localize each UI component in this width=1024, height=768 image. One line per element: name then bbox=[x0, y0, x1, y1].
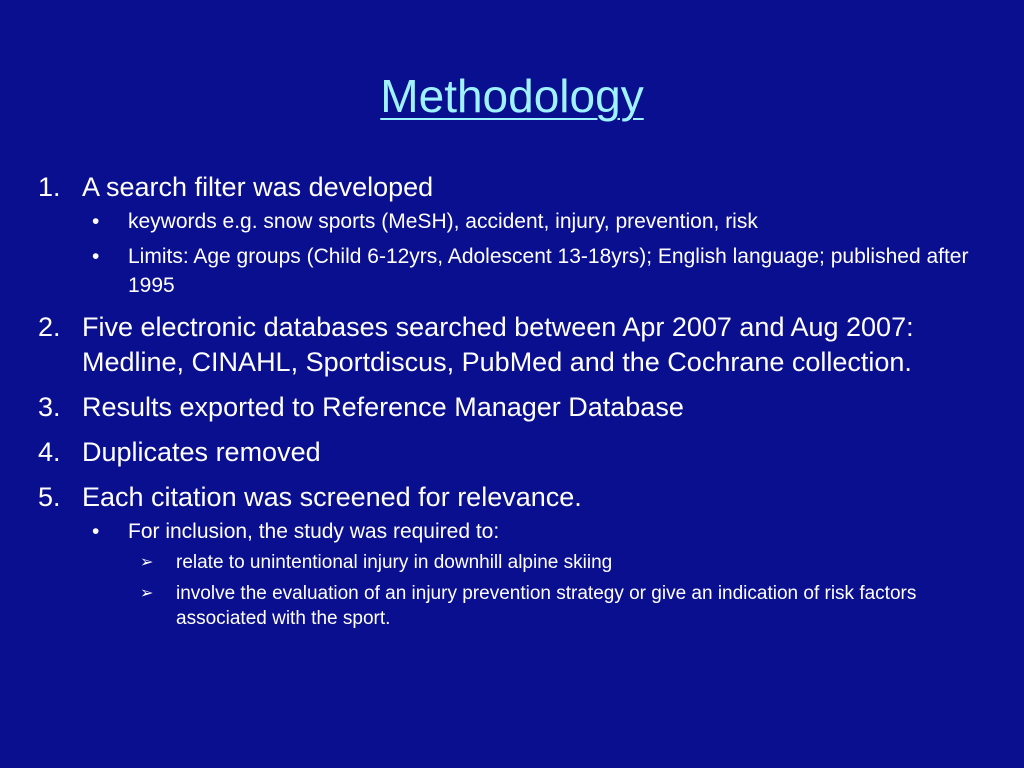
step-text: Results exported to Reference Manager Database bbox=[82, 392, 684, 422]
criteria-list bbox=[128, 550, 998, 631]
criteria-text: involve the evaluation of an injury prevention strategy or give an indication of risk factors associated with the sport. bbox=[176, 583, 917, 629]
step-text: Each citation was screened for relevance. bbox=[82, 482, 582, 512]
slide-title: Methodology bbox=[380, 70, 644, 122]
bullet-item bbox=[82, 242, 998, 300]
arrowhead-bullet-icon: ➢ bbox=[140, 554, 154, 571]
criteria-text: relate to unintentional injury in downhill alpine skiing bbox=[176, 552, 613, 573]
bullet-dot-icon: • bbox=[92, 245, 100, 268]
step-text: Duplicates removed bbox=[82, 437, 321, 467]
step-bullets bbox=[82, 207, 998, 300]
bullet-dot-icon: • bbox=[92, 520, 100, 543]
step-number: 4. bbox=[38, 437, 61, 467]
bullet-dot-icon: • bbox=[92, 210, 100, 233]
bullet-item bbox=[82, 517, 998, 631]
bullet-item bbox=[82, 207, 998, 236]
step-text: A search filter was developed bbox=[82, 172, 434, 202]
step-item bbox=[38, 170, 998, 300]
bullet-text: Limits: Age groups (Child 6-12yrs, Adolescent 13-18yrs); English language; published after 1995 bbox=[128, 245, 969, 297]
methodology-list bbox=[38, 170, 998, 641]
step-item bbox=[38, 435, 998, 470]
criteria-item bbox=[128, 550, 998, 575]
bullet-text: For inclusion, the study was required to: bbox=[128, 520, 500, 543]
bullet-text: keywords e.g. snow sports (MeSH), accident, injury, prevention, risk bbox=[128, 210, 758, 233]
step-item bbox=[38, 310, 998, 380]
step-bullets bbox=[82, 517, 998, 631]
arrowhead-bullet-icon: ➢ bbox=[140, 585, 154, 602]
step-number: 3. bbox=[38, 392, 61, 422]
step-number: 5. bbox=[38, 482, 61, 512]
step-text: Five electronic databases searched between Apr 2007 and Aug 2007: Medline, CINAHL, Sportdiscus, PubMed and the Cochrane collection. bbox=[82, 312, 914, 377]
step-item bbox=[38, 480, 998, 631]
step-number: 1. bbox=[38, 172, 61, 202]
step-item bbox=[38, 390, 998, 425]
step-number: 2. bbox=[38, 312, 61, 342]
criteria-item bbox=[128, 581, 998, 631]
